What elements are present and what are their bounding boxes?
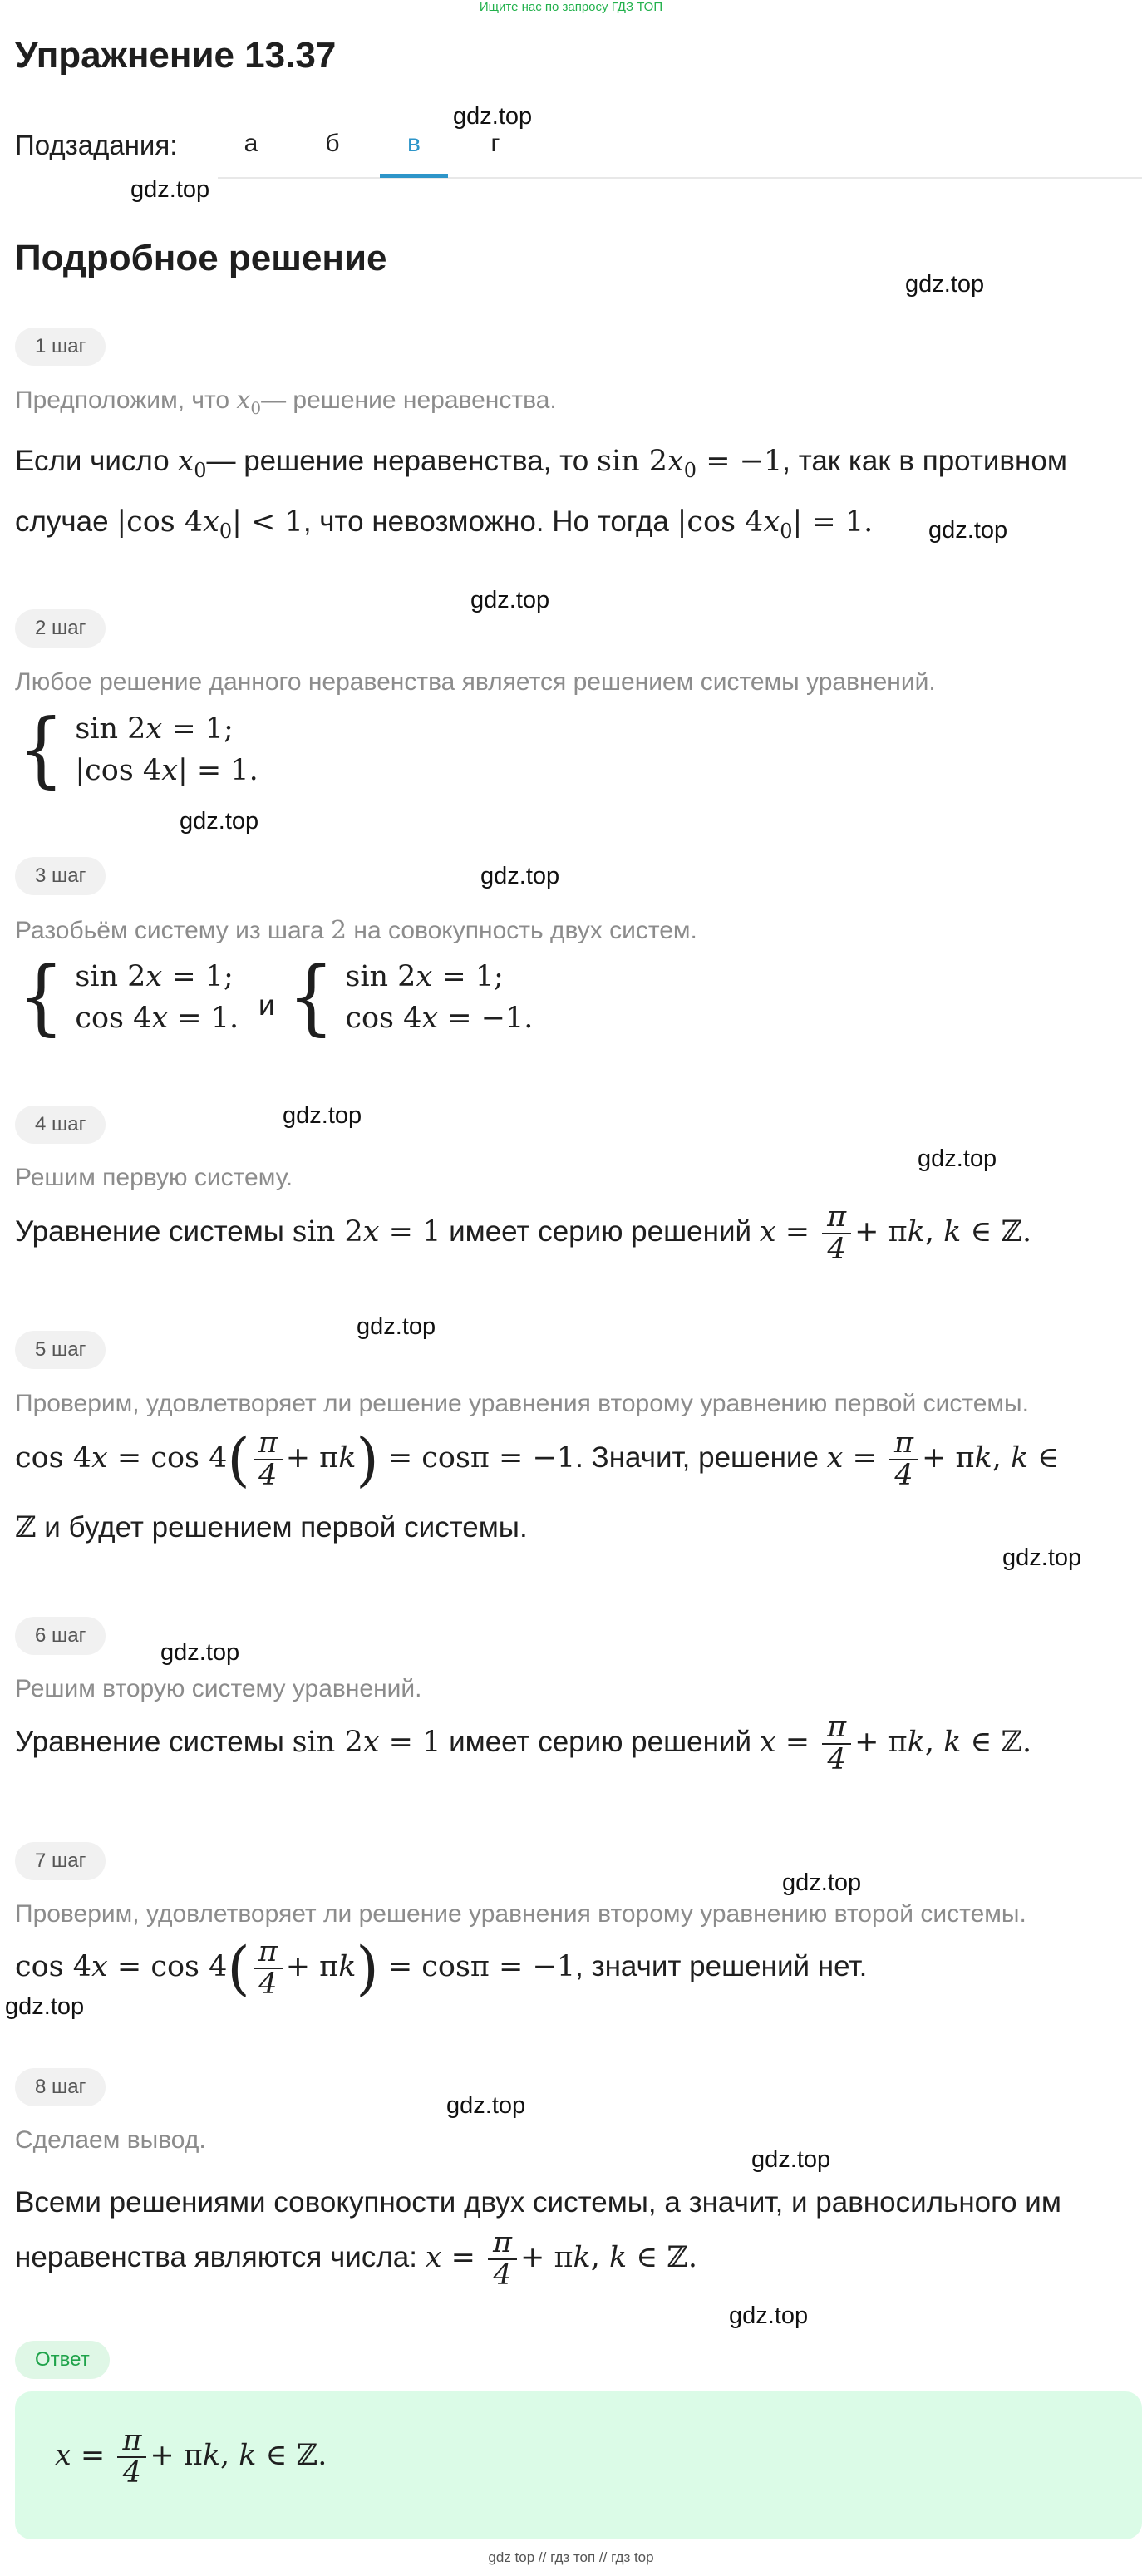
- page-title: Упражнение 13.37: [15, 35, 337, 76]
- step-hint: Любое решение данного неравенства является решением системы уравнений.: [15, 668, 936, 696]
- step-hint: Предположим, что $x_0—$ решение неравенства.: [15, 386, 557, 418]
- step-hint: Проверим, удовлетворяет ли решение уравнения второму уравнению второй системы.: [15, 1900, 1026, 1928]
- section-title: Подробное решение: [15, 238, 387, 278]
- step-text: Всеми решениями совокупности двух системы, а значит, и равносильного им: [15, 2186, 1061, 2219]
- watermark: gdz.top: [130, 176, 210, 203]
- equation-system: { sin 2x = 1; cos 4x = −1.: [288, 950, 534, 1045]
- watermark: gdz.top: [905, 271, 985, 298]
- step-hint: Решим вторую систему уравнений.: [15, 1675, 422, 1702]
- watermark: gdz.top: [480, 863, 560, 889]
- tab-v[interactable]: в: [407, 130, 421, 157]
- step-hint: Сделаем вывод.: [15, 2126, 206, 2154]
- step-text: Уравнение системы sin 2x = 1 имеет серию решений x = $\frac{\pi}{4}$ + πk, k ∈ ℤ.: [15, 1711, 1032, 1776]
- step-hint: Проверим, удовлетворяет ли решение уравнения второму уравнению первой системы.: [15, 1390, 1029, 1417]
- watermark: gdz.top: [283, 1102, 362, 1129]
- step-text: ℤ и будет решением первой системы.: [15, 1511, 528, 1544]
- subtasks-label: Подзадания:: [15, 130, 178, 160]
- step-text: неравенства являются числа: x = $\frac{\pi}{4}$ + πk, k ∈ ℤ.: [15, 2226, 698, 2292]
- watermark: gdz.top: [782, 1869, 862, 1896]
- step-text: cos 4x = cos 4( $\frac{\pi}{4}$ + πk) = cosπ = −1. Значит, решение x = $\frac{\pi}{4}$ + πk, k ∈: [15, 1425, 1060, 1494]
- step-badge: 3 шаг: [15, 857, 106, 895]
- watermark: gdz.top: [446, 2092, 526, 2119]
- watermark: gdz.top: [729, 2303, 809, 2329]
- step-text: cos 4x = cos 4( $\frac{\pi}{4}$ + πk) = cosπ = −1, значит решений нет.: [15, 1933, 868, 2002]
- answer-badge: Ответ: [15, 2341, 110, 2379]
- tabs-divider: [218, 177, 1142, 179]
- step-text: случае |cos $4x_0| < 1$, что невозможно. Но тогда |cos $4x_0| = 1$.: [15, 505, 874, 543]
- step-badge: 2 шаг: [15, 609, 106, 648]
- step-badge: 1 шаг: [15, 328, 106, 366]
- watermark: gdz.top: [453, 103, 533, 130]
- top-banner: Ищите нас по запросу ГДЗ ТОП: [479, 0, 663, 14]
- equation-system: { sin 2x = 1; |cos 4x| = 1.: [17, 702, 258, 797]
- watermark: gdz.top: [918, 1145, 997, 1172]
- watermark: gdz.top: [357, 1313, 436, 1340]
- step-badge: 5 шаг: [15, 1331, 106, 1369]
- step-badge: 6 шаг: [15, 1617, 106, 1655]
- step-badge: 4 шаг: [15, 1106, 106, 1144]
- step-hint: Разобьём систему из шага 2 на совокупность двух систем.: [15, 916, 697, 945]
- watermark: gdz.top: [928, 517, 1008, 544]
- watermark: gdz.top: [5, 1993, 85, 2020]
- tab-b[interactable]: б: [325, 130, 340, 157]
- step-badge: 8 шаг: [15, 2068, 106, 2106]
- watermark: gdz.top: [160, 1639, 240, 1666]
- active-tab-indicator: [380, 174, 448, 178]
- watermark: gdz.top: [1002, 1544, 1082, 1571]
- step-hint: Решим первую систему.: [15, 1164, 293, 1191]
- step-badge: 7 шаг: [15, 1842, 106, 1880]
- footer: gdz top // гдз топ // гдз top: [488, 2549, 654, 2565]
- step-text: Уравнение системы sin 2x = 1 имеет серию решений x = $\frac{\pi}{4}$ + πk, k ∈ ℤ.: [15, 1200, 1032, 1266]
- answer-formula: x = $\frac{\pi}{4}$ + πk, k ∈ ℤ.: [55, 2424, 327, 2490]
- tab-a[interactable]: а: [244, 130, 258, 157]
- and-word: и: [258, 989, 275, 1022]
- equation-system: { sin 2x = 1; cos 4x = 1.: [17, 950, 239, 1045]
- step-text: Если число $x_0—$ решение неравенства, то $\sin 2x_0 = -1$, так как в противном: [15, 445, 1067, 482]
- tab-g[interactable]: г: [490, 130, 500, 157]
- watermark: gdz.top: [751, 2146, 831, 2173]
- watermark: gdz.top: [180, 808, 259, 835]
- watermark: gdz.top: [470, 587, 550, 613]
